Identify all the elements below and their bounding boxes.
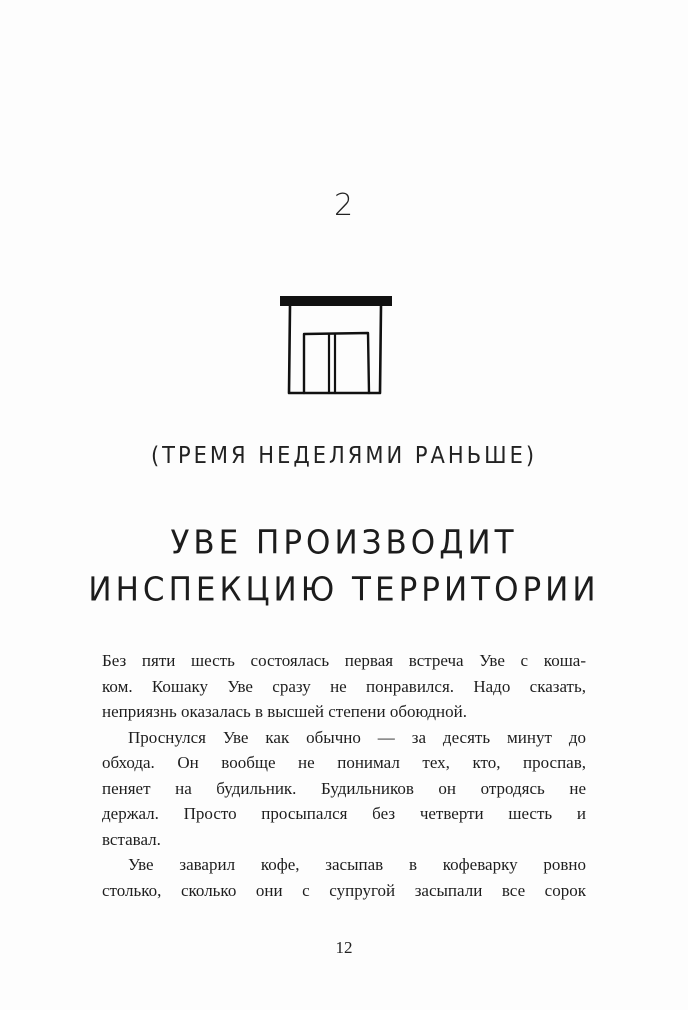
- text-line: столько, сколько они с супругой засыпали все сорок: [102, 880, 586, 900]
- text-line: ком. Кошаку Уве сразу не понравился. Надо сказать,: [102, 676, 586, 696]
- chapter-subtitle: (ТРЕМЯ НЕДЕЛЯМИ РАНЬШЕ): [150, 441, 538, 469]
- chapter-title-line: УВЕ ПРОИЗВОДИТ: [170, 523, 518, 562]
- door-illustration: [276, 292, 396, 402]
- text-line: обхода. Он вообще не понимал тех, кто, проспав,: [102, 753, 586, 772]
- page-number: 12: [335, 938, 353, 957]
- text-line: Проснулся Уве как обычно — за десять минут до: [128, 727, 586, 747]
- text-line: Без пяти шесть состоялась первая встреча Уве с коша-: [102, 651, 586, 670]
- body-text: [102, 648, 586, 903]
- text-line: держал. Просто просыпался без четверти шесть и: [102, 804, 586, 823]
- chapter-title: [0, 520, 688, 615]
- chapter-title-line: ИНСПЕКЦИЮ ТЕРРИТОРИИ: [88, 571, 600, 609]
- text-line: неприязнь оказалась в высшей степени обоюдной.: [102, 702, 467, 721]
- text-line: вставал.: [102, 829, 161, 849]
- text-line: пеняет на будильник. Будильников он отродясь не: [102, 778, 586, 798]
- text-line: Уве заварил кофе, засыпав в кофеварку ровно: [128, 855, 586, 874]
- chapter-number: 2: [333, 188, 355, 223]
